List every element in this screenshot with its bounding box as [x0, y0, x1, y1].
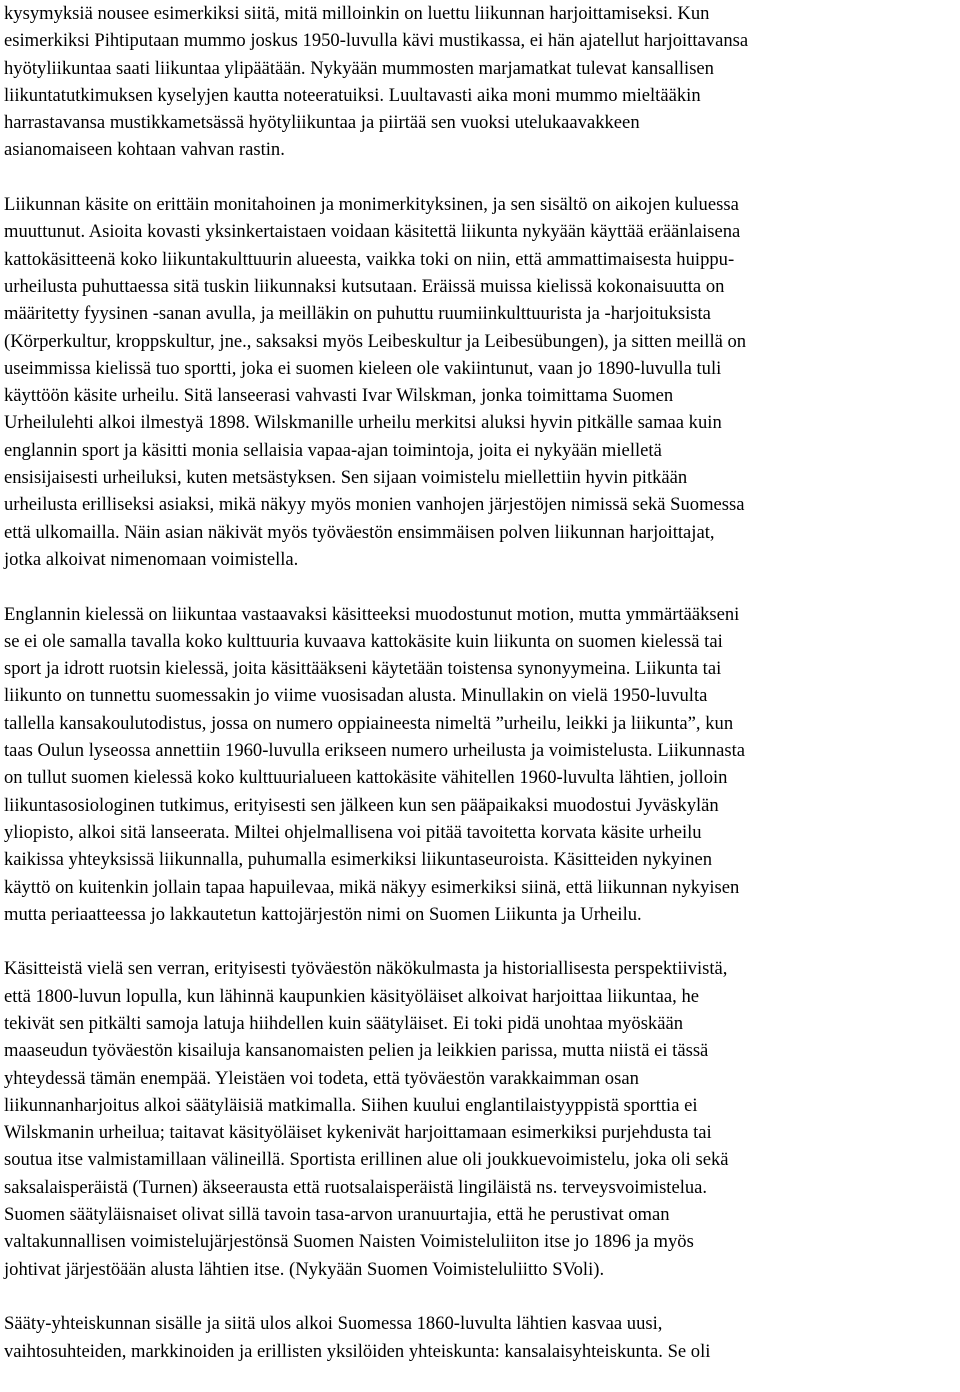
text-line: vaihtosuhteiden, markkinoiden ja erillisten yksilöiden yhteiskunta: kansalaisyhteiskunta. Se oli	[4, 1340, 711, 1362]
text-line: soutua itse valmistamillaan välineillä. Sportista erillinen alue oli joukkuevoimistelu, joka oli sekä	[4, 1149, 729, 1171]
text-line: johtivat järjestöään alusta lähtien itse. (Nykyään Suomen Voimisteluliitto SVoli).	[4, 1258, 605, 1280]
text-line: valtakunnallisen voimistelujärjestönsä Suomen Naisten Voimisteluliiton itse jo 1896 ja myös	[4, 1231, 694, 1253]
text-line: Liikunnan käsite on erittäin monitahoinen ja monimerkityksinen, ja sen sisältö on aikojen kuluessa	[4, 194, 739, 216]
text-line: Suomen säätyläisnaiset olivat sillä tavoin tasa-arvon uranuurtajia, että he perustivat oman	[4, 1204, 670, 1226]
text-line: yhteydessä tämän enempää. Yleistäen voi todeta, että työväestön varakkaimman osan	[4, 1067, 639, 1089]
paragraph-1	[4, 0, 954, 164]
text-line: liikunto on tunnettu suomessakin jo viime vuosisadan alusta. Minullakin on vielä 1950-luvulta	[4, 685, 708, 707]
text-line: liikunnanharjoitus alkoi säätyläisiä matkimalla. Siihen kuului englantilaistyyppistä sporttia ei	[4, 1094, 698, 1116]
text-line: urheilusta erilliseksi asiaksi, mikä näkyy myös monien vanhojen järjestöjen nimissä sekä Suomessa	[4, 494, 745, 516]
text-line: englannin sport ja käsitti monia sellaisia vapaa-ajan toimintoja, joita ei nykyään mielletä	[4, 439, 662, 461]
text-line: ensisijaisesti urheiluksi, kuten metsästyksen. Sen sijaan voimistelu miellettiin hyvin pitkään	[4, 467, 688, 489]
text-line: Sääty-yhteiskunnan sisälle ja siitä ulos alkoi Suomessa 1860-luvulta lähtien kasvaa uusi,	[4, 1313, 663, 1335]
text-line: maaseudun työväestön kisailuja kansanomaisten pelien ja leikkien parissa, mutta niistä ei tässä	[4, 1040, 709, 1062]
text-line: esimerkiksi Pihtiputaan mummo joskus 1950-luvulla kävi mustikassa, ei hän ajatellut harjoittavansa	[4, 30, 749, 52]
paragraph-5	[4, 1310, 954, 1365]
paragraph-4	[4, 955, 954, 1283]
text-line: liikuntatutkimuksen kyselyjen kautta noteeratuiksi. Luultavasti aika moni mummo mieltääkin	[4, 84, 701, 106]
text-line: on tullut suomen kielessä koko kulttuurialueen kattokäsite vähitellen 1960-luvulta lähtien, jolloin	[4, 767, 728, 789]
text-line: määritetty fyysinen -sanan avulla, ja meilläkin on puhuttu ruumiinkulttuurista ja -harjoituksista	[4, 303, 711, 325]
text-line: käyttö on kuitenkin jollain tapaa hapuilevaa, mikä näkyy esimerkiksi siinä, että liikunnan nykyisen	[4, 876, 740, 898]
text-line: Käsitteistä vielä sen verran, erityisesti työväestön näkökulmasta ja historiallisesta perspektiivistä,	[4, 958, 728, 980]
text-line: muuttunut. Asioita kovasti yksinkertaistaen voidaan käsitettä liikunta nykyään käyttää eräänlaisena	[4, 221, 741, 243]
text-line: useimmissa kielissä tuo sportti, joka ei suomen kieleen ole vakiintunut, vaan jo 1890-luvulla tuli	[4, 357, 722, 379]
text-line: (Körperkultur, kroppskultur, jne., saksaksi myös Leibeskultur ja Leibesübungen), ja sitten meillä on	[4, 330, 747, 352]
text-line: tallella kansakoulutodistus, jossa on numero oppiaineesta nimeltä ”urheilu, leikki ja liikunta”, kun	[4, 712, 734, 734]
text-line: sport ja idrott ruotsin kielessä, joita käsittääkseni käytetään toistensa synonyymeina. Liikunta tai	[4, 658, 722, 680]
text-line: kaikissa yhteyksissä liikunnalla, puhumalla esimerkiksi liikuntaseuroista. Käsitteiden nykyinen	[4, 849, 712, 871]
text-line: että 1800-luvun lopulla, kun lähinnä kaupunkien käsityöläiset alkoivat harjoittaa liikuntaa, he	[4, 985, 700, 1007]
text-line: urheilusta puhuttaessa sitä tuskin liikunnaksi kutsutaan. Eräissä muissa kielissä kokonaisuutta on	[4, 275, 725, 297]
text-line: että ulkomailla. Näin asian näkivät myös työväestön ensimmäisen polven liikunnan harjoittajat,	[4, 521, 715, 543]
text-line: kysymyksiä nousee esimerkiksi siitä, mitä milloinkin on luettu liikunnan harjoittamiseksi. Kun	[4, 3, 710, 24]
text-line: taas Oulun lyseossa annettiin 1960-luvulla erikseen numero urheilusta ja voimistelusta. Liikunnasta	[4, 740, 746, 762]
document-page	[4, 0, 954, 1392]
text-line: liikuntasosiologinen tutkimus, erityisesti sen jälkeen kun sen pääpaikaksi muodostui Jyväskylän	[4, 794, 719, 816]
text-line: asianomaiseen kohtaan vahvan rastin.	[4, 139, 285, 161]
text-line: jotka alkoivat nimenomaan voimistella.	[4, 548, 299, 570]
text-line: tekivät sen pitkälti samoja latuja hiihdellen kuin säätyläiset. Ei toki pidä unohtaa myöskään	[4, 1012, 684, 1034]
text-line: harrastavansa mustikkametsässä hyötyliikuntaa ja piirtää sen vuoksi utelukaavakkeen	[4, 112, 640, 134]
text-line: yliopisto, alkoi sitä lanseerata. Miltei ohjelmallisena voi pitää tavoitetta korvata käsite urheilu	[4, 821, 702, 843]
text-line: Englannin kielessä on liikuntaa vastaavaksi käsitteeksi muodostunut motion, mutta ymmärtääkseni	[4, 603, 740, 625]
paragraph-3	[4, 601, 954, 929]
text-line: mutta periaatteessa jo lakkautetun kattojärjestön nimi on Suomen Liikunta ja Urheilu.	[4, 903, 642, 925]
paragraph-2	[4, 191, 954, 573]
text-line: hyötyliikuntaa saati liikuntaa ylipäätään. Nykyään mummosten marjamatkat tulevat kansallisen	[4, 57, 714, 79]
text-line: Wilskmanin urheilua; taitavat käsityöläiset kykenivät harjoittamaan esimerkiksi purjehdusta tai	[4, 1122, 712, 1144]
text-line: Urheilulehti alkoi ilmestyä 1898. Wilskmanille urheilu merkitsi aluksi hyvin pitkälle samaa kuin	[4, 412, 722, 434]
text-line: kattokäsitteenä koko liikuntakulttuurin alueesta, vaikka toki on niin, että ammattimaisesta huippu-	[4, 248, 735, 270]
text-line: käyttöön käsite urheilu. Sitä lanseerasi vahvasti Ivar Wilskman, jonka toimittama Suomen	[4, 385, 674, 407]
text-line: saksalaisperäistä (Turnen) äkseerausta että ruotsalaisperäistä lingiläistä ns. terveysvoimistelua.	[4, 1176, 708, 1198]
text-line: se ei ole samalla tavalla koko kulttuuria kuvaava kattokäsite kuin liikunta on suomen kielessä tai	[4, 630, 723, 652]
